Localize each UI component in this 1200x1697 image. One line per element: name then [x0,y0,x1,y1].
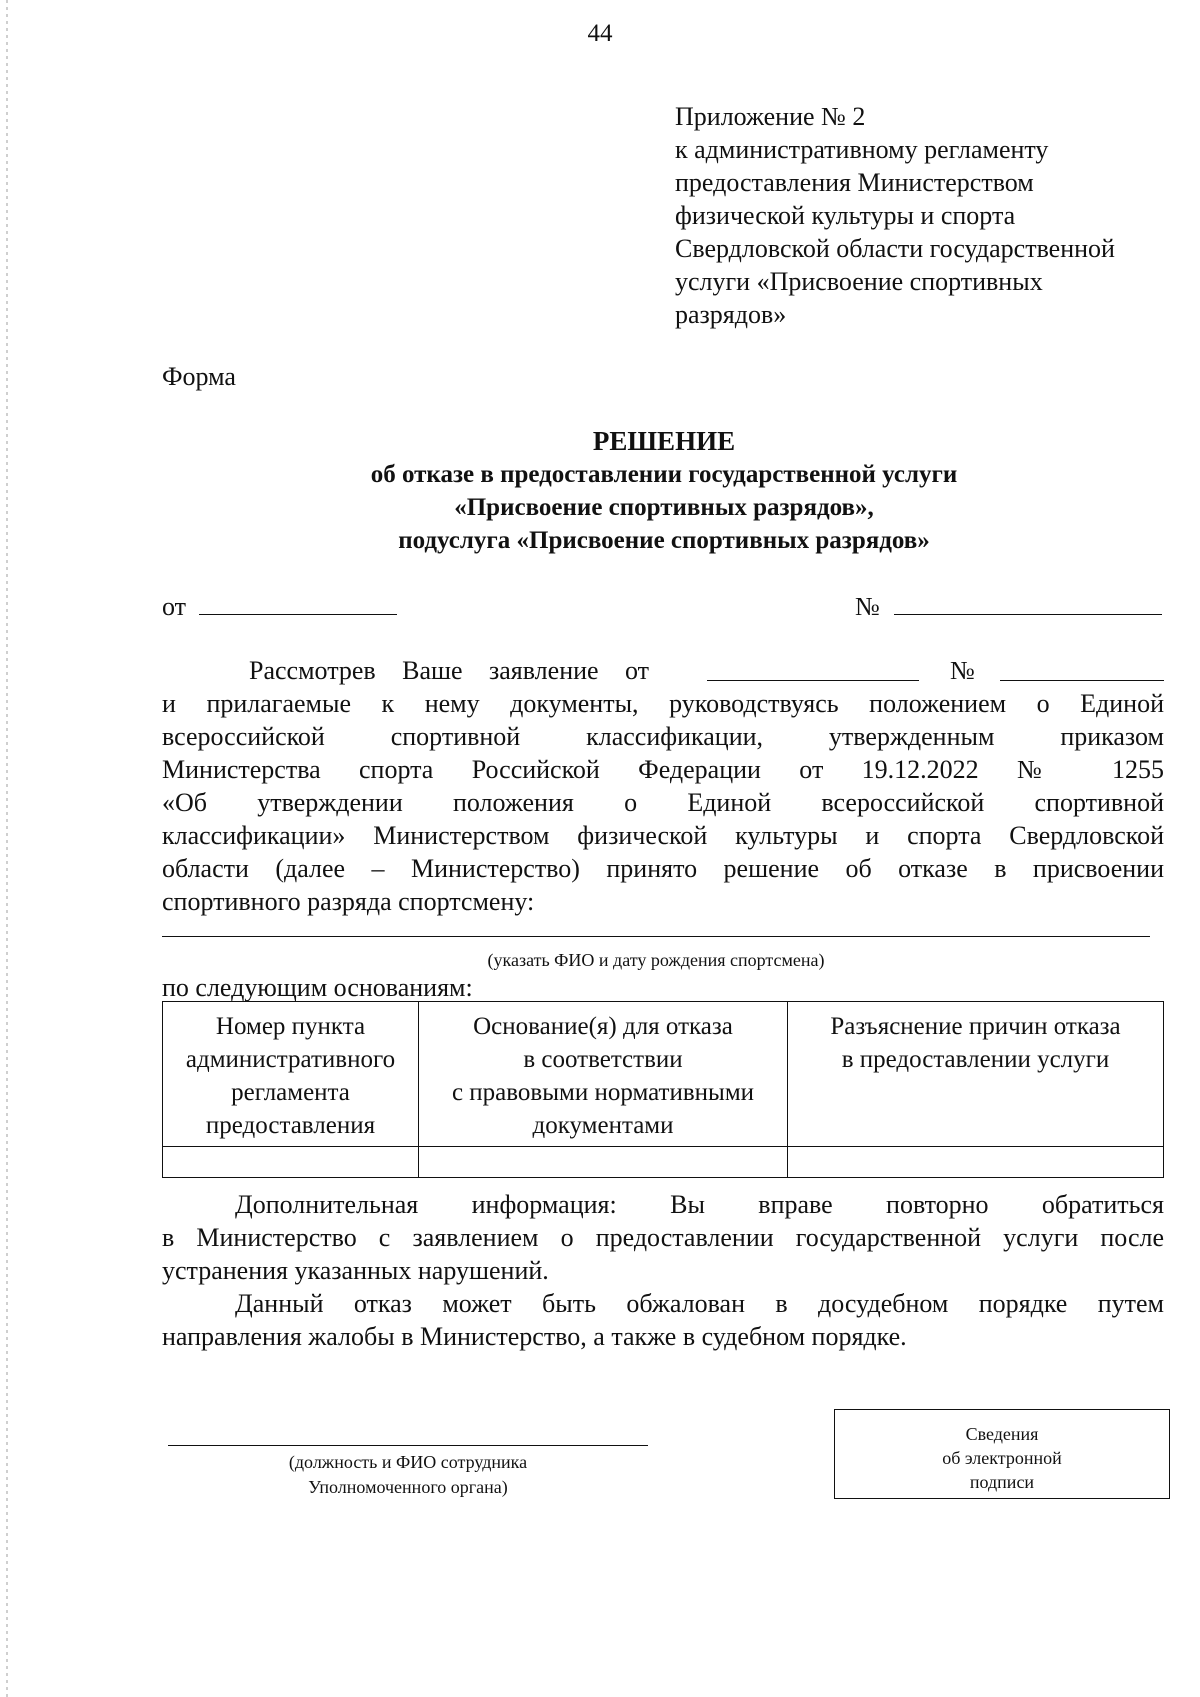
decision-date-blank [199,592,397,615]
signature-caption [168,1450,648,1500]
appendix-line: Приложение № 2 [675,102,866,131]
header-text: Разъяснение причин отказа [830,1013,1121,1040]
refusal-reasons-table [162,1001,1164,1178]
appendix-line: к административному регламенту [675,135,1049,164]
appendix-line: Свердловской области государственной [675,234,1115,263]
electronic-signature-box [834,1409,1170,1499]
scan-edge [6,0,8,1697]
appendix-line: предоставления Министерством [675,168,1034,197]
body-line: области (далее – Министерство) принято решение об отказе в присвоении [162,854,1164,883]
table-header-row [163,1002,1164,1147]
header-text: предоставления [205,1112,376,1139]
appendix-line: услуги «Присвоение спортивных [675,267,1043,296]
table-header-cell [788,1002,1164,1147]
body-line: Министерства спорта Российской Федерации от 19.12.2022 № 1255 [162,755,1164,784]
body-line: спортивного разряда спортсмену: [162,887,535,916]
header-text: административного [185,1046,396,1073]
document-title [0,425,1200,557]
body-first-row [162,654,1164,687]
body-line: классификации» Министерством физической культуры и спорта Свердловской [162,821,1164,850]
application-number-label: № [950,656,975,685]
application-number-blank [1000,658,1164,681]
decision-number-blank [894,592,1162,615]
signature-caption-line: Уполномоченного органа) [308,1477,508,1497]
header-text: в предоставлении услуги [841,1046,1110,1073]
decision-date-row [162,592,397,622]
body-line: «Об утверждении положения о Единой всероссийской спортивной [162,788,1164,817]
number-label: № [855,592,880,621]
decision-number-row [855,592,1162,622]
table-row [163,1147,1164,1178]
header-text: с правовыми нормативными [451,1079,755,1106]
table-cell [163,1147,419,1178]
header-text: регламента [231,1079,350,1106]
date-label: от [162,592,187,621]
additional-line: устранения указанных нарушений. [162,1256,549,1285]
body-line: и прилагаемые к нему документы, руководствуясь положением о Единой [162,689,1164,718]
table-header-cell [163,1002,419,1147]
appeal-line: направления жалобы в Министерство, а также в судебном порядке. [162,1322,907,1351]
title-line: об отказе в предоставлении государственной услуги [370,461,958,488]
additional-line: Дополнительная информация: Вы вправе повторно обратиться [235,1190,1164,1219]
esig-line: Сведения [965,1424,1039,1444]
header-text: в соответствии [523,1046,683,1073]
additional-info [162,1188,1164,1353]
esig-line: об электронной [942,1448,1062,1468]
table-header-cell [419,1002,788,1147]
application-date-blank [707,658,919,681]
title-heading: РЕШЕНИЕ [592,426,736,456]
appendix-line: разрядов» [675,300,787,329]
signature-caption-line: (должность и ФИО сотрудника [288,1452,528,1472]
title-line: подуслуга «Присвоение спортивных разрядов» [398,527,930,554]
header-text: Основание(я) для отказа [473,1013,733,1040]
table-cell [788,1147,1164,1178]
athlete-fio-blank [162,936,1150,937]
decision-body [162,654,1164,918]
appeal-line: Данный отказ может быть обжалован в досудебном порядке путем [235,1289,1164,1318]
form-label: Форма [162,362,236,391]
title-line: «Присвоение спортивных разрядов», [454,494,874,521]
additional-line: в Министерство с заявлением о предоставлении государственной услуги после [162,1223,1164,1252]
reasons-label: по следующим основаниям: [162,973,473,1002]
table-cell [419,1147,788,1178]
header-text: Номер пункта [215,1013,366,1040]
appendix-note [675,100,1115,331]
appendix-line: физической культуры и спорта [675,201,1016,230]
body-line: Рассмотрев Ваше заявление от [249,656,649,685]
header-text: документами [532,1112,674,1139]
athlete-fio-caption: (указать ФИО и дату рождения спортсмена) [487,950,825,970]
page-number: 44 [587,20,613,47]
body-line: всероссийской спортивной классификации, утвержденным приказом [162,722,1164,751]
signature-blank [168,1445,648,1446]
esig-line: подписи [969,1472,1035,1492]
